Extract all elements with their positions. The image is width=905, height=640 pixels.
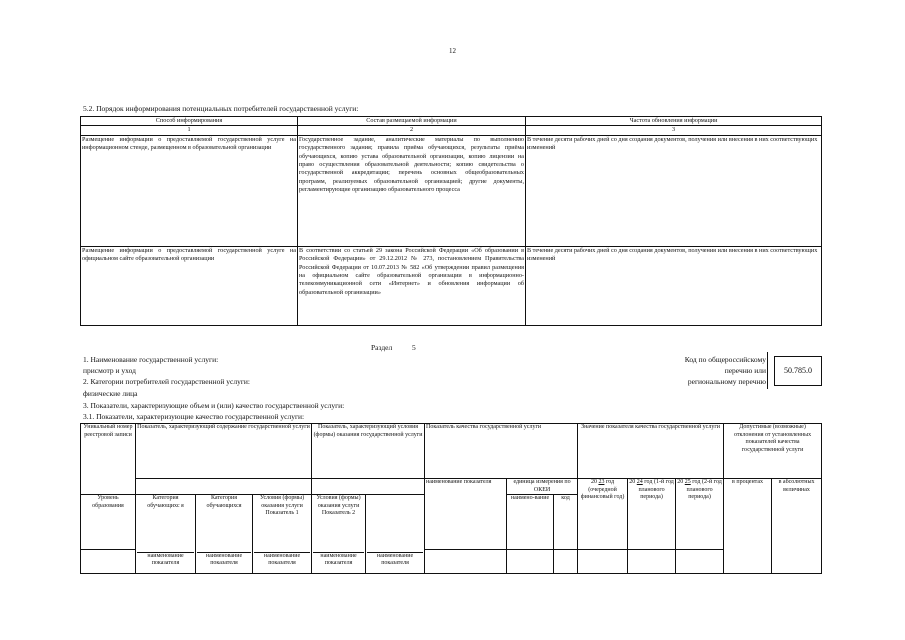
quality-label: 3.1. Показатели, характеризующие качество государственной услуги: xyxy=(83,412,305,421)
header-year-3: 20 25 год (2-й год планового периода) xyxy=(676,479,724,550)
header-naim: наименование показателя xyxy=(196,550,253,574)
col-number: 3 xyxy=(526,126,822,135)
header-unique-number: Уникальный номер реестровой записи xyxy=(81,424,136,495)
col-header-method: Способ информирования xyxy=(81,117,298,126)
header-absolute: в абсолютных величинах xyxy=(772,479,822,574)
section-5-2-heading: 5.2. Порядок информирования потенциальных потребителей государственной услуги: xyxy=(83,104,359,113)
kod-value-box: 50.785.0 xyxy=(774,356,822,386)
informing-method: Размещение информации о предоставляемой государственной услуге на официальном сайте образовательной организации xyxy=(81,246,298,325)
header-naim: наименование показателя xyxy=(312,550,366,574)
header-value-indicator: Значение показателя качества государственной услуги xyxy=(578,424,724,479)
header-level: Уровень образования xyxy=(81,495,136,550)
kod-label-3: региональному перечню xyxy=(687,377,766,386)
indicators-label: 3. Показатели, характеризующие объем и (или) качество государственной услуги: xyxy=(83,401,345,410)
col-header-content: Состав размещаемой информации xyxy=(298,117,526,126)
header-deviation: Допустимые (возможные) отклонения от установленных показателей качества государственной услуги xyxy=(724,424,822,479)
col-number: 1 xyxy=(81,126,298,135)
section-label: Раздел xyxy=(371,343,393,352)
quality-table xyxy=(80,423,822,574)
informing-frequency: В течение десяти рабочих дней со дня создания документов, получения или внесения в них соответствующих изменений xyxy=(526,246,822,325)
header-condition-1: Условия (формы) оказания услуги Показатель 1 xyxy=(253,495,312,550)
header-unit: единица измерения по ОКЕИ xyxy=(507,479,578,495)
kod-divider xyxy=(767,352,768,389)
col-number: 2 xyxy=(298,126,526,135)
service-name-label: 1. Наименование государственной услуги: xyxy=(83,355,219,364)
informing-method: Размещение информации о предоставляемой государственной услуге на информационном стенде, размещенном в образовательной организации xyxy=(81,135,298,246)
header-conditions-indicator: Показатель, характеризующий условия (формы) оказания государственной услуги xyxy=(312,424,425,479)
header-category-2: Категория обучающихся xyxy=(196,495,253,550)
informing-table-numbers xyxy=(81,126,822,135)
consumers-label: 2. Категории потребителей государственной услуги: xyxy=(83,377,251,386)
section-number: 5 xyxy=(411,343,416,352)
informing-table xyxy=(80,116,822,326)
table-row xyxy=(81,135,822,246)
header-content-indicator: Показатель, характеризующий содержание государственной услуги xyxy=(136,424,312,479)
header-naim: наименование показателя xyxy=(366,550,425,574)
header-category-1: Категория обучающихс я xyxy=(136,495,196,550)
header-year-1: 20 23 год (очередной финансовый год) xyxy=(578,479,628,550)
kod-label-2: перечню или xyxy=(724,366,766,375)
informing-content: В соответствии со статьей 29 закона Российской Федерации «Об образовании в Российской Федерации» от 29.12.2012 № 273, постановлением Правительства Российской Федерации от 10.07.2013 № 582 «Об утверждении правил размещения на официальном сайте образовательной организации в информационно-телекоммуникационной сети «Интернет» и обновления информации об образовательной организации» xyxy=(298,246,526,325)
service-name-value: присмотр и уход xyxy=(83,366,136,375)
kod-label-1: Код по общероссийскому xyxy=(684,355,766,364)
header-quality-indicator: Показатель качества государственной услуги xyxy=(425,424,578,479)
informing-content: Государственное задание, аналитические материалы по выполнению государственного задания; правила приёма обучающихся, результаты приёма обучающихся, копию устава образовательной организации, копию лицензии на право осуществления образовательной деятельности; копию свидетельства о государственной аккредитации; перечень основных общеобразовательных программ, реализуемых образовательной организацией; другие документы, регламентирующие организацию образовательного процесса xyxy=(298,135,526,246)
header-unit-code: код xyxy=(554,495,578,550)
header-year-2: 20 24 год (1-й год планового периода) xyxy=(628,479,676,550)
header-condition-2: Условия (формы) оказания услуги Показатель 2 xyxy=(312,495,366,550)
consumers-value: физические лица xyxy=(83,389,138,398)
table-row xyxy=(81,246,822,325)
header-naim: наименование показателя xyxy=(136,550,196,574)
header-percent: в процентах xyxy=(724,479,772,574)
page-number: 12 xyxy=(449,47,456,55)
section-title xyxy=(371,343,416,352)
informing-table-header xyxy=(81,117,822,126)
header-naim: наименование показателя xyxy=(253,550,312,574)
col-header-frequency: Частота обновления информации xyxy=(526,117,822,126)
header-unit-name: наимено-вание xyxy=(507,495,554,550)
informing-frequency: В течение десяти рабочих дней со дня создания документов, получения или внесения в них соответствующих изменений xyxy=(526,135,822,246)
header-indicator-name: наименование показателя xyxy=(425,479,507,550)
